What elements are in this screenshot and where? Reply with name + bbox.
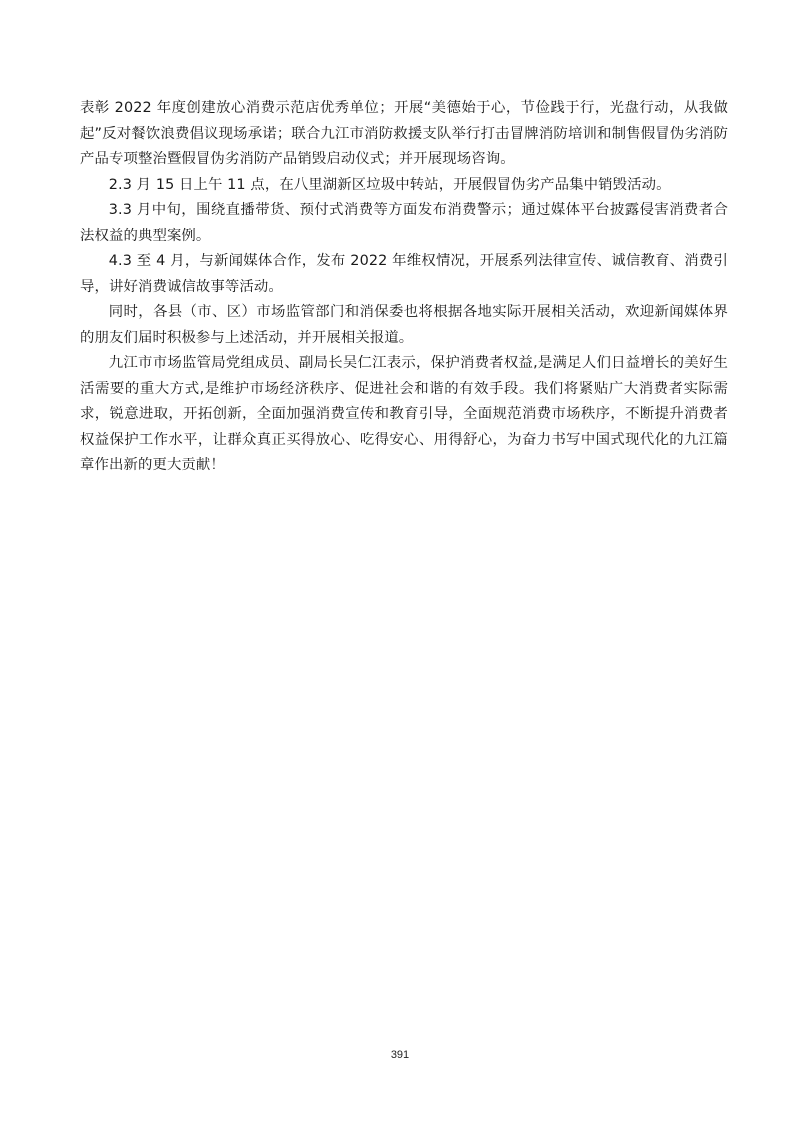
paragraph-item-2: 2.3 月 15 日上午 11 点，在八里湖新区垃圾中转站，开展假冒伪劣产品集中销毁活动。 [108, 176, 671, 193]
paragraph-county-activities: 同时，各县（市、区）市场监管部门和消保委也将根据各地实际开展相关活动，欢迎新闻媒体界的朋友们届时积极参与上述活动，并开展相关报道。 [80, 304, 728, 346]
page-number: 391 [390, 1049, 410, 1061]
paragraph-item-3: 3.3 月中旬，围绕直播带货、预付式消费等方面发布消费警示；通过媒体平台披露侵害消费者合法权益的典型案例。 [80, 202, 728, 244]
paragraph-official-statement: 九江市市场监管局党组成员、副局长吴仁江表示，保护消费者权益,是满足人们日益增长的美好生活需要的重大方式,是维护市场经济秩序、促进社会和谐的有效手段。我们将紧贴广大消费者实际需求，锐意进取，开拓创新，全面加强消费宣传和教育引导，全面规范消费市场秩序，不断提升消费者权益保护工作水平，让群众真正买得放心、吃得安心、用得舒心，为奋力书写中国式现代化的九江篇章作出新的更大贡献！ [80, 355, 728, 473]
paragraph-item-4: 4.3 至 4 月，与新闻媒体合作，发布 2022 年维权情况，开展系列法律宣传、诚信教育、消费引导，讲好消费诚信故事等活动。 [80, 253, 728, 295]
document-body [80, 96, 728, 479]
paragraph-commendation: 表彰 2022 年度创建放心消费示范店优秀单位；开展“美德始于心，节俭践于行，光盘行动，从我做起”反对餐饮浪费倡议现场承诺；联合九江市消防救援支队举行打击冒牌消防培训和制售假冒伪劣消防产品专项整治暨假冒伪劣消防产品销毁启动仪式；并开展现场咨询。 [80, 100, 728, 167]
